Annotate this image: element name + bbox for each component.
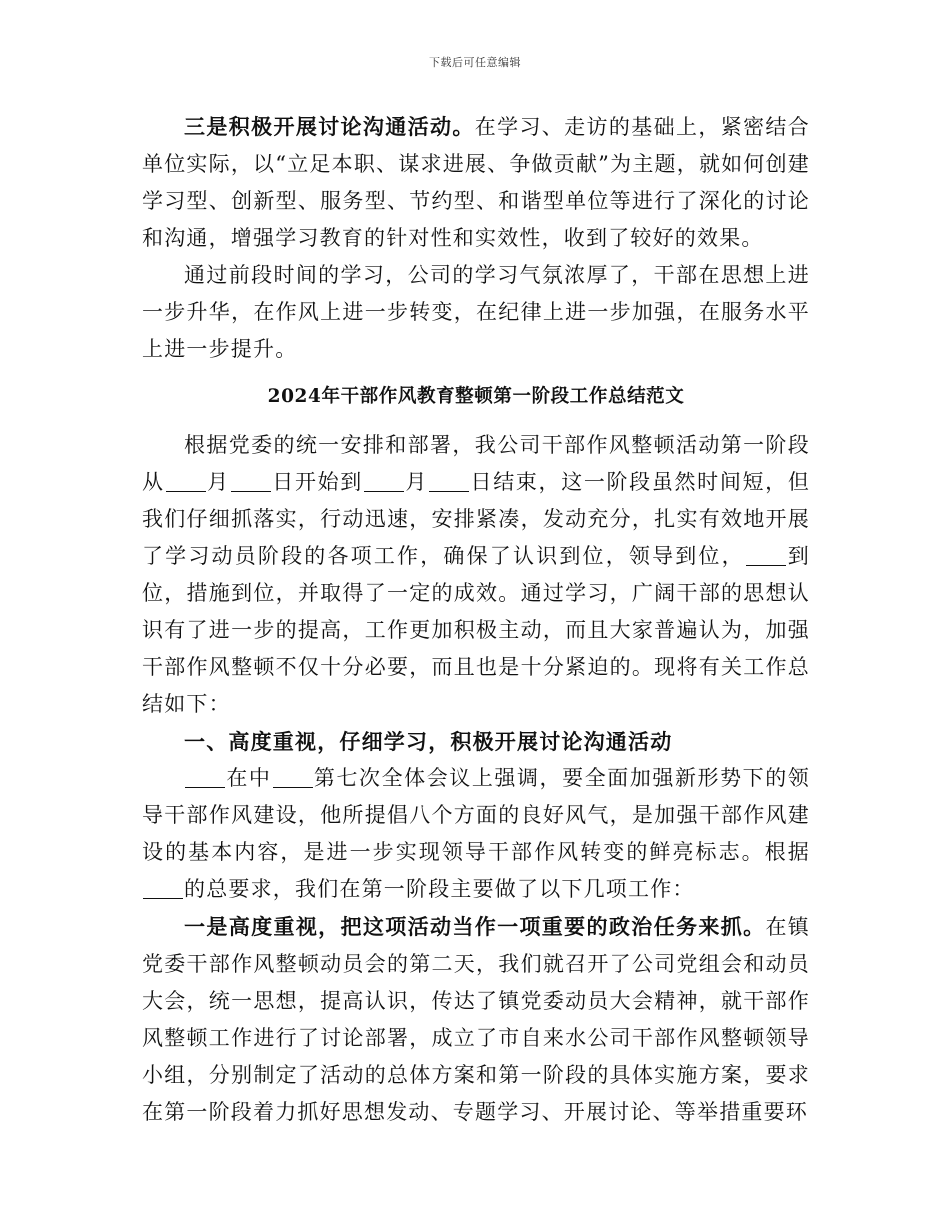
paragraph-text: 日开始到	[271, 470, 363, 494]
paragraph-text: 月	[404, 470, 429, 494]
paragraph-text: 在镇党委干部作风整顿动员会的第二天，我们就召开了公司党组会和动员大会，统一思想，提高认识，传达了镇党委动员大会精神，就干部作风整顿工作进行了讨论部署，成立了市自来水公司干部作风整顿领导小组，分别制定了活动的总体方案和第一阶段的具体实施方案，要求在第一阶段着力抓好思想发动、专题学习、开展讨论、等举措重要环	[142, 915, 810, 1124]
paragraph-summary: 通过前段时间的学习，公司的学习气氛浓厚了，干部在思想上进一步升华，在作风上进一步转变，在纪律上进一步加强，在服务水平上进一步提升。	[142, 263, 810, 361]
paragraph-lead: 一是高度重视，把这项活动当作一项重要的政治任务来抓。	[184, 914, 766, 939]
blank-field	[429, 469, 469, 492]
section-heading: 一、高度重视，仔细学习，积极开展讨论沟通活动	[184, 729, 673, 754]
paragraph-text: 在中	[226, 766, 272, 790]
paragraph-text: 的总要求，我们在第一阶段主要做了以下几项工作：	[184, 877, 695, 901]
blank-field	[185, 765, 225, 788]
blank-field	[746, 543, 786, 566]
blank-field	[231, 469, 271, 492]
document-title: 2024年干部作风教育整顿第一阶段工作总结范文	[267, 386, 685, 407]
blank-field	[166, 469, 206, 492]
paragraph-lead: 三是积极开展讨论沟通活动。	[184, 114, 475, 139]
paragraph-priority	[142, 908, 810, 1131]
blank-field	[143, 876, 183, 899]
paragraph-text: 月	[206, 470, 230, 494]
paragraph-text: 日结束，这一阶段虽然时间短，但我们仔细抓落实，行动迅速，安排紧凑，发动充分，扎实有效地开展了学习动员阶段的各项工作，确保了认识到位，领导到位，	[142, 470, 811, 568]
document-body	[142, 108, 810, 1131]
page-header-note: 下载后可任意编辑	[429, 56, 521, 69]
paragraph-meeting	[142, 760, 810, 908]
paragraph-discussion	[142, 108, 810, 257]
paragraph-text: 在学习、走访的基础上，紧密结合单位实际，以“立足本职、谋求进展、争做贡献”为主题，就如何创建学习型、创新型、服务型、节约型、和谐型单位等进行了深化的讨论和沟通，增强学习教育的针对性和实效性，收到了较好的效果。	[142, 115, 810, 250]
paragraph-text: 根据党委的统一安排和部署，我公司干部作风整顿活动第一阶段从	[142, 433, 810, 494]
paragraph-intro	[142, 427, 810, 723]
blank-field	[364, 469, 404, 492]
blank-field	[273, 765, 313, 788]
paragraph-text: 第七次全体会议上强调，要全面加强新形势下的领导干部作风建设，他所提倡八个方面的良好风气，是加强干部作风建设的基本内容，是进一步实现领导干部作风转变的鲜亮标志。根据	[142, 766, 810, 864]
paragraph-text: 到位，措施到位，并取得了一定的成效。通过学习，广阔干部的思想认识有了进一步的提高，工作更加积极主动，而且大家普遍认为，加强干部作风整顿不仅十分必要，而且也是十分紧迫的。现将有关工作总结如下：	[142, 544, 810, 716]
